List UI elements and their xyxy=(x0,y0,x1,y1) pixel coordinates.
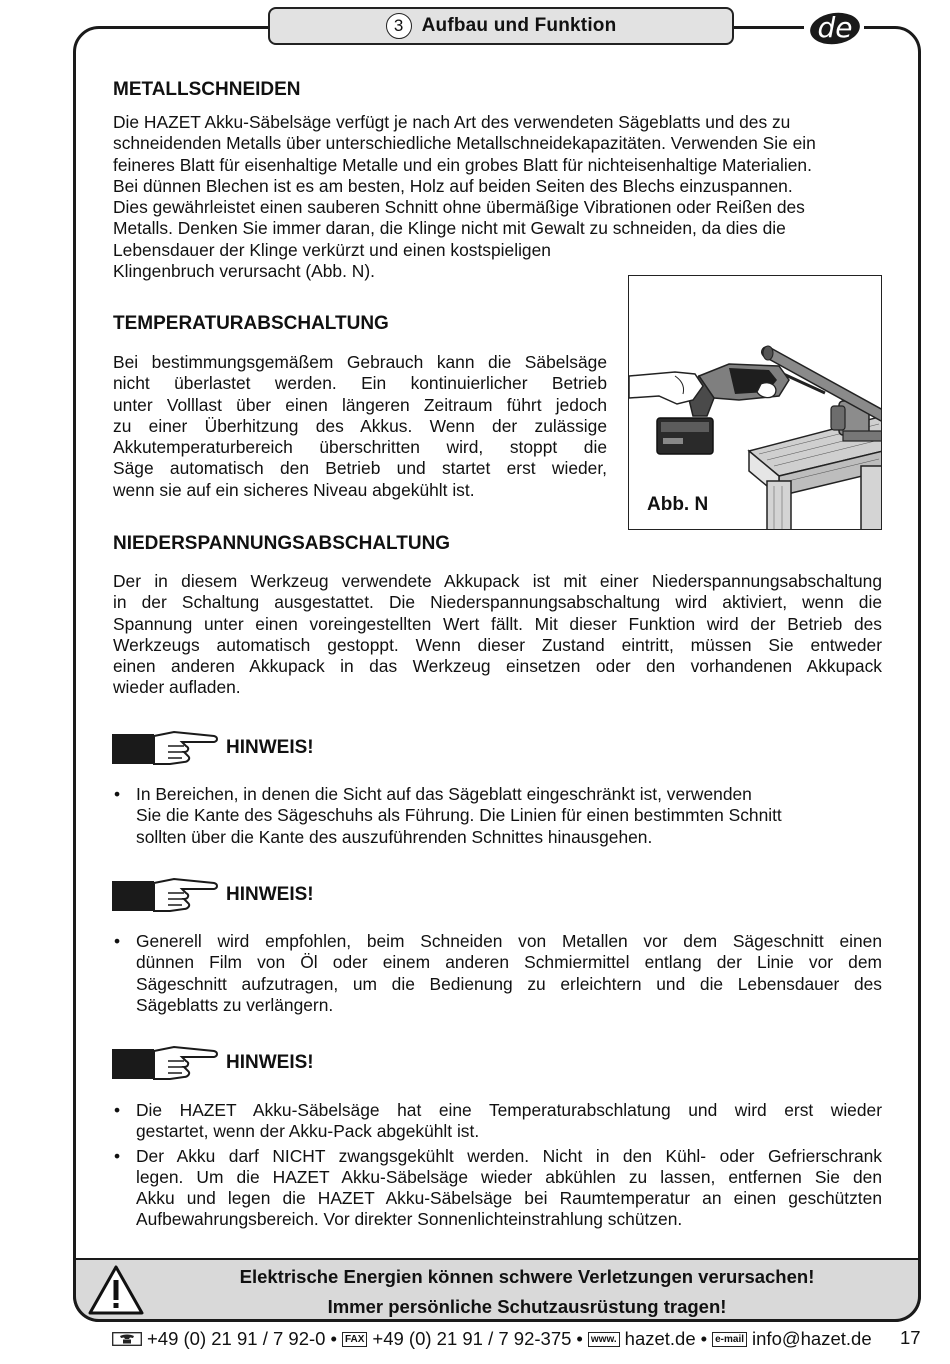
text-line: gestartet, wenn der Akku-Pack abgekühlt ist. xyxy=(136,1121,480,1142)
text-line: • In Bereichen, in denen die Sicht auf das Sägeblatt eingeschränkt ist, verwenden xyxy=(136,784,752,804)
fax-number: +49 (0) 21 91 / 7 92-375 xyxy=(372,1328,572,1349)
pointing-hand-icon xyxy=(112,1041,220,1085)
note-bullet-list xyxy=(112,1100,882,1234)
warning-triangle-icon xyxy=(88,1264,144,1316)
fax-label: FAX xyxy=(342,1332,367,1347)
text-line: Akku und legen die HAZET Akku-Säbelsäge bei Raumtemperatur an einen geschützten xyxy=(136,1188,882,1209)
paragraph-temperaturabschaltung xyxy=(113,352,607,501)
text-line: Dies gewährleistet einen sauberen Schnitt ohne übermäßige Vibrationen oder Reißen des xyxy=(113,197,805,218)
figure-caption: Abb. N xyxy=(647,494,709,515)
section-header xyxy=(268,7,734,45)
text-line: • Die HAZET Akku-Säbelsäge hat eine Temperaturabschlatung und wird erst wieder xyxy=(136,1100,882,1120)
text-line: Klingenbruch verursacht (Abb. N). xyxy=(113,261,375,282)
language-badge xyxy=(804,12,864,46)
note-bullet-list xyxy=(112,931,882,1019)
paragraph-niederspannungsabschaltung xyxy=(113,571,882,699)
pointing-hand-icon xyxy=(112,726,220,770)
text-line: unter Volllast über einen längeren Zeitraum führt jedoch xyxy=(113,394,607,415)
separator-dot: • xyxy=(700,1328,708,1349)
safety-warning-bar xyxy=(73,1258,921,1322)
phone-icon xyxy=(112,1332,142,1346)
text-line: Die HAZET Akku-Säbelsäge verfügt je nach Art des verwendeten Sägeblatts und des zu xyxy=(113,112,791,132)
text-line: • Generell wird empfohlen, beim Schneiden von Metallen vor dem Sägeschnitt einen xyxy=(136,931,882,951)
list-item xyxy=(112,931,882,1016)
phone-number: +49 (0) 21 91 / 7 92-0 xyxy=(147,1328,326,1349)
text-line: Lebensdauer der Klinge verkürzt und einen kostspieligen xyxy=(113,239,551,260)
warning-line-1: Elektrische Energien können schwere Verletzungen verursachen! xyxy=(239,1266,815,1287)
text-line: nicht überlastet werden. Ein kontinuierlicher Betrieb xyxy=(113,373,607,394)
list-item xyxy=(112,1100,882,1143)
note-header xyxy=(112,1041,314,1085)
section-title: Aufbau und Funktion xyxy=(421,15,617,36)
text-line: feineres Blatt für eisenhaltige Metalle und ein grobes Blatt für nichteisenhaltige Materialien. xyxy=(113,154,812,175)
note-label: HINWEIS! xyxy=(226,737,314,758)
heading-metallschneiden: METALLSCHNEIDEN xyxy=(113,79,301,100)
text-line: Sie die Kante des Sägeschuhs als Führung. Die Linien für einen bestimmten Schnitt xyxy=(136,805,782,826)
heading-niederspannungsabschaltung: NIEDERSPANNUNGSABSCHALTUNG xyxy=(113,533,451,554)
paragraph-metallschneiden xyxy=(113,112,882,282)
note-header xyxy=(112,873,314,917)
text-line: Sägeschnitt aufzutragen, um die Bedienung zu erleichtern und die Lebensdauer des xyxy=(136,973,882,994)
text-line: Säge automatisch den Betrieb und startet erst wieder, xyxy=(113,458,607,479)
text-line: Spannung unter einen voreingestellten Wert fällt. Mit dieser Funktion wird der Betrieb des xyxy=(113,613,882,634)
separator-dot: • xyxy=(330,1328,337,1349)
website-link[interactable]: hazet.de xyxy=(624,1328,696,1349)
text-line: • Der Akku darf NICHT zwangsgekühlt werden. Nicht in den Kühl- oder Gefrierschrank xyxy=(136,1145,882,1166)
contact-footer xyxy=(112,1327,892,1351)
text-line: in der Schaltung ausgestattet. Die Niederspannungsabschaltung wird aktiviert, wenn die xyxy=(113,592,882,613)
text-line: Bei bestimmungsgemäßem Gebrauch kann die Säbelsäge xyxy=(113,352,607,372)
text-line: sollten über die Kante des auszuführenden Schnittes hinausgehen. xyxy=(136,826,653,847)
saw-illustration xyxy=(629,276,882,530)
text-line: Aufbewahrungsbereich. Vor direkter Sonnenlichteinstrahlung schützen. xyxy=(136,1209,683,1230)
heading-temperaturabschaltung: TEMPERATURABSCHALTUNG xyxy=(113,313,389,334)
text-line: Metalls. Denken Sie immer daran, die Klinge nicht mit Gewalt zu schneiden, da dies die xyxy=(113,218,786,239)
text-line: Der in diesem Werkzeug verwendete Akkupack ist mit einer Niederspannungsabschaltung xyxy=(113,571,882,591)
note-bullet-list xyxy=(112,784,882,851)
text-line: einen anderen Akkupack in das Werkzeug einsetzen oder den vorhandenen Akkupack xyxy=(113,656,882,677)
text-line: Werkzeugs automatisch gestoppt. Wenn dieser Zustand eintritt, müssen Sie entweder xyxy=(113,634,882,655)
note-label: HINWEIS! xyxy=(226,884,314,905)
section-number: 3 xyxy=(386,13,412,39)
pointing-hand-icon xyxy=(112,873,220,917)
web-label: www. xyxy=(588,1332,620,1347)
text-line: Akkutemperaturbereich überschritten wird, stoppt die xyxy=(113,437,607,458)
separator-dot: • xyxy=(576,1328,583,1349)
text-line: Bei dünnen Blechen ist es am besten, Holz auf beiden Seiten des Blechs einzuspannen. xyxy=(113,175,793,196)
note-header xyxy=(112,726,314,770)
language-code: de xyxy=(817,11,853,44)
list-item xyxy=(112,784,882,848)
list-item xyxy=(112,1146,882,1231)
email-link[interactable]: info@hazet.de xyxy=(752,1328,872,1349)
figure-abb-n xyxy=(628,275,882,530)
warning-line-2: Immer persönliche Schutzausrüstung tragen! xyxy=(327,1296,727,1317)
text-line: Sägeblatts zu verlängern. xyxy=(136,994,334,1015)
email-label: e-mail xyxy=(712,1332,747,1347)
text-line: zu einer Überhitzung des Akkus. Wenn der zulässige xyxy=(113,415,607,436)
text-line: dünnen Film von Öl oder einem anderen Schmiermittel entlang der Linie vor dem xyxy=(136,952,882,973)
text-line: schneidenden Metalls über unterschiedliche Metallschneidekapazitäten. Verwenden Sie ein xyxy=(113,133,816,154)
text-line: wieder aufladen. xyxy=(113,677,241,698)
text-line: wenn sie auf ein sicheres Niveau abgekühlt ist. xyxy=(113,479,475,500)
page-number: 17 xyxy=(900,1327,921,1348)
note-label: HINWEIS! xyxy=(226,1052,314,1073)
text-line: legen. Um die HAZET Akku-Säbelsäge wieder abkühlen zu lassen, entfernen Sie den xyxy=(136,1166,882,1187)
